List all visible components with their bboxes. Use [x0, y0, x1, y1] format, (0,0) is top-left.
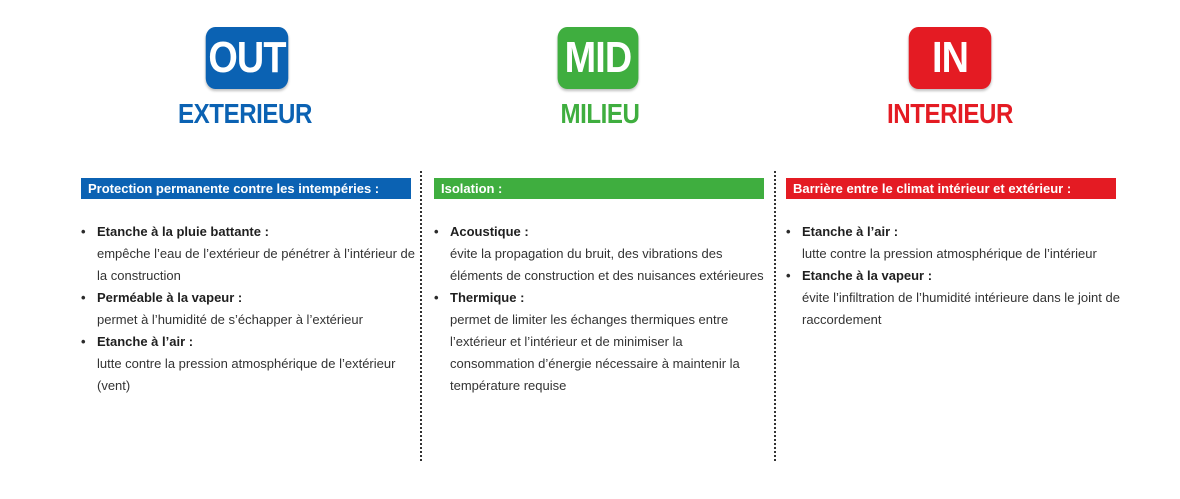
- column-divider: [420, 171, 422, 461]
- item-label: Acoustique :: [450, 224, 529, 239]
- mid-badge: MID: [558, 27, 639, 89]
- bullet-icon: •: [81, 224, 86, 239]
- list-item: [786, 221, 1121, 265]
- bullet-icon: •: [434, 290, 439, 305]
- bullet-icon: •: [786, 268, 791, 283]
- interieur-title: INTERIEUR: [887, 98, 1013, 129]
- list-item: [81, 287, 416, 331]
- item-label: Etanche à l’air :: [802, 224, 899, 239]
- list-item: [434, 287, 769, 397]
- item-description: permet de limiter les échanges thermiques entre l’extérieur et l’intérieur et de minimiser la consommation d’énergie nécessaire à maintenir la température requise: [450, 312, 740, 393]
- milieu-header-bar: Isolation :: [434, 178, 764, 199]
- exterieur-list: [81, 221, 416, 397]
- item-label: Etanche à la pluie battante :: [97, 224, 269, 239]
- item-description: lutte contre la pression atmosphérique de l’intérieur: [802, 246, 1097, 261]
- in-badge: IN: [909, 27, 992, 89]
- bullet-icon: •: [81, 290, 86, 305]
- milieu-list: [434, 221, 769, 397]
- list-item: [81, 221, 416, 287]
- item-label: Perméable à la vapeur :: [97, 290, 243, 305]
- list-item: [434, 221, 769, 287]
- bullet-icon: •: [81, 334, 86, 349]
- item-description: évite l’infiltration de l’humidité intérieure dans le joint de raccordement: [802, 290, 1120, 327]
- exterieur-header-bar: Protection permanente contre les intempéries :: [81, 178, 411, 199]
- item-description: évite la propagation du bruit, des vibrations des éléments de construction et des nuisances extérieures: [450, 246, 764, 283]
- milieu-title: MILIEU: [560, 98, 640, 129]
- item-label: Etanche à l’air :: [97, 334, 194, 349]
- out-badge: OUT: [206, 27, 289, 89]
- item-label: Thermique :: [450, 290, 525, 305]
- column-divider: [774, 171, 776, 461]
- item-description: lutte contre la pression atmosphérique de l’extérieur (vent): [97, 356, 396, 393]
- interieur-header-bar: Barrière entre le climat intérieur et extérieur :: [786, 178, 1116, 199]
- list-item: [786, 265, 1121, 331]
- exterieur-title: EXTERIEUR: [178, 98, 312, 129]
- bullet-icon: •: [786, 224, 791, 239]
- bullet-icon: •: [434, 224, 439, 239]
- list-item: [81, 331, 416, 397]
- interieur-list: [786, 221, 1121, 331]
- item-label: Etanche à la vapeur :: [802, 268, 933, 283]
- item-description: permet à l’humidité de s’échapper à l’extérieur: [97, 312, 363, 327]
- item-description: empêche l’eau de l’extérieur de pénétrer à l’intérieur de la construction: [97, 246, 415, 283]
